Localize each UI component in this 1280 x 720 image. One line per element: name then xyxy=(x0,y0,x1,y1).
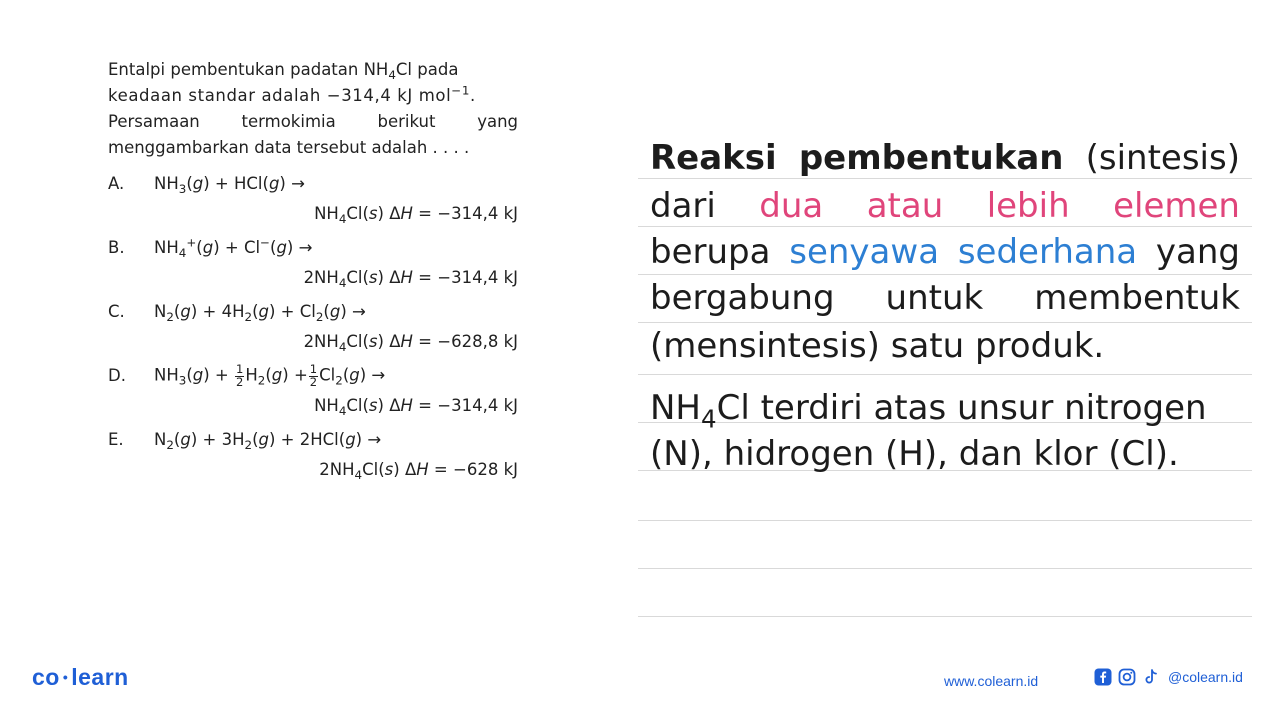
ruled-line xyxy=(638,226,1252,227)
option-e-products: $2NH_4Cl(s) \Delta H = -628$ kJ xyxy=(319,460,518,483)
ruled-line xyxy=(638,374,1252,375)
option-b-products: $2NH_4Cl(s) \Delta H = -314,4$ kJ xyxy=(303,268,518,291)
ruled-line xyxy=(638,322,1252,323)
option-d-letter: D. xyxy=(108,366,126,385)
option-d-reactants: $NH_3(g)$ + $\frac{1}{2}$ $H_2(g)$ + $\frac{1}{2}$ $Cl_2(g)$ → xyxy=(154,362,386,389)
ruled-line xyxy=(638,178,1252,179)
option-b-letter: B. xyxy=(108,238,125,257)
website-link[interactable]: www.colearn.id xyxy=(944,673,1039,689)
option-a-letter: A. xyxy=(108,174,125,193)
option-b-reactants: $NH_4^+(g) + Cl^-(g)$ → xyxy=(154,235,313,261)
fraction-half: $\frac{1}{2}$ xyxy=(236,362,244,389)
notes-line-4: bergabung untuk membentuk xyxy=(650,278,1240,318)
notes-line-7: (N), hidrogen (H), dan klor (Cl). xyxy=(650,434,1179,474)
option-d-products: $NH_4Cl(s) \Delta H = -314,4$ kJ xyxy=(314,396,518,419)
ruled-line xyxy=(638,520,1252,521)
ruled-line xyxy=(638,568,1252,569)
colearn-logo: co • learn xyxy=(32,664,129,690)
social-links xyxy=(1094,668,1243,686)
option-c-letter: C. xyxy=(108,302,125,321)
notes-line-1: Reaksi pembentukan (sintesis) xyxy=(650,138,1240,178)
social-handle[interactable]: @colearn.id xyxy=(1168,669,1243,685)
question-intro-line3: Persamaan termokimia berikut yang xyxy=(108,112,518,131)
option-a-reactants: $NH_3(g) + HCl(g)$ → xyxy=(154,174,305,197)
option-e-reactants: $N_2(g) + 3H_2(g) + 2HCl(g)$ → xyxy=(154,430,382,453)
option-c-products: $2NH_4Cl(s) \Delta H = -628,8$ kJ xyxy=(303,332,518,355)
notes-line-2: dari dua atau lebih elemen xyxy=(650,186,1240,226)
option-a-products: $NH_4Cl(s) \Delta H = -314,4$ kJ xyxy=(314,204,518,227)
option-e-letter: E. xyxy=(108,430,124,449)
instagram-icon[interactable] xyxy=(1118,668,1136,686)
question-intro-line4: menggambarkan data tersebut adalah . . . . xyxy=(108,138,470,157)
fraction-half: $\frac{1}{2}$ xyxy=(309,362,318,389)
tiktok-icon[interactable] xyxy=(1142,668,1160,686)
ruled-line xyxy=(638,274,1252,275)
question-intro-line2: keadaan standar adalah −314,4 kJ mol$^{-1}$. xyxy=(108,83,476,105)
facebook-icon[interactable] xyxy=(1094,668,1112,686)
notes-line-3: berupa senyawa sederhana yang xyxy=(650,232,1240,272)
ruled-line xyxy=(638,616,1252,617)
option-c-reactants: $N_2(g) + 4H_2(g) + Cl_2(g)$ → xyxy=(154,302,366,325)
notes-line-6: $NH_4Cl$ terdiri atas unsur nitrogen xyxy=(650,388,1207,434)
notes-line-5: (mensintesis) satu produk. xyxy=(650,326,1105,366)
question-intro-line1: Entalpi pembentukan padatan $NH_4Cl$ pada xyxy=(108,60,459,83)
